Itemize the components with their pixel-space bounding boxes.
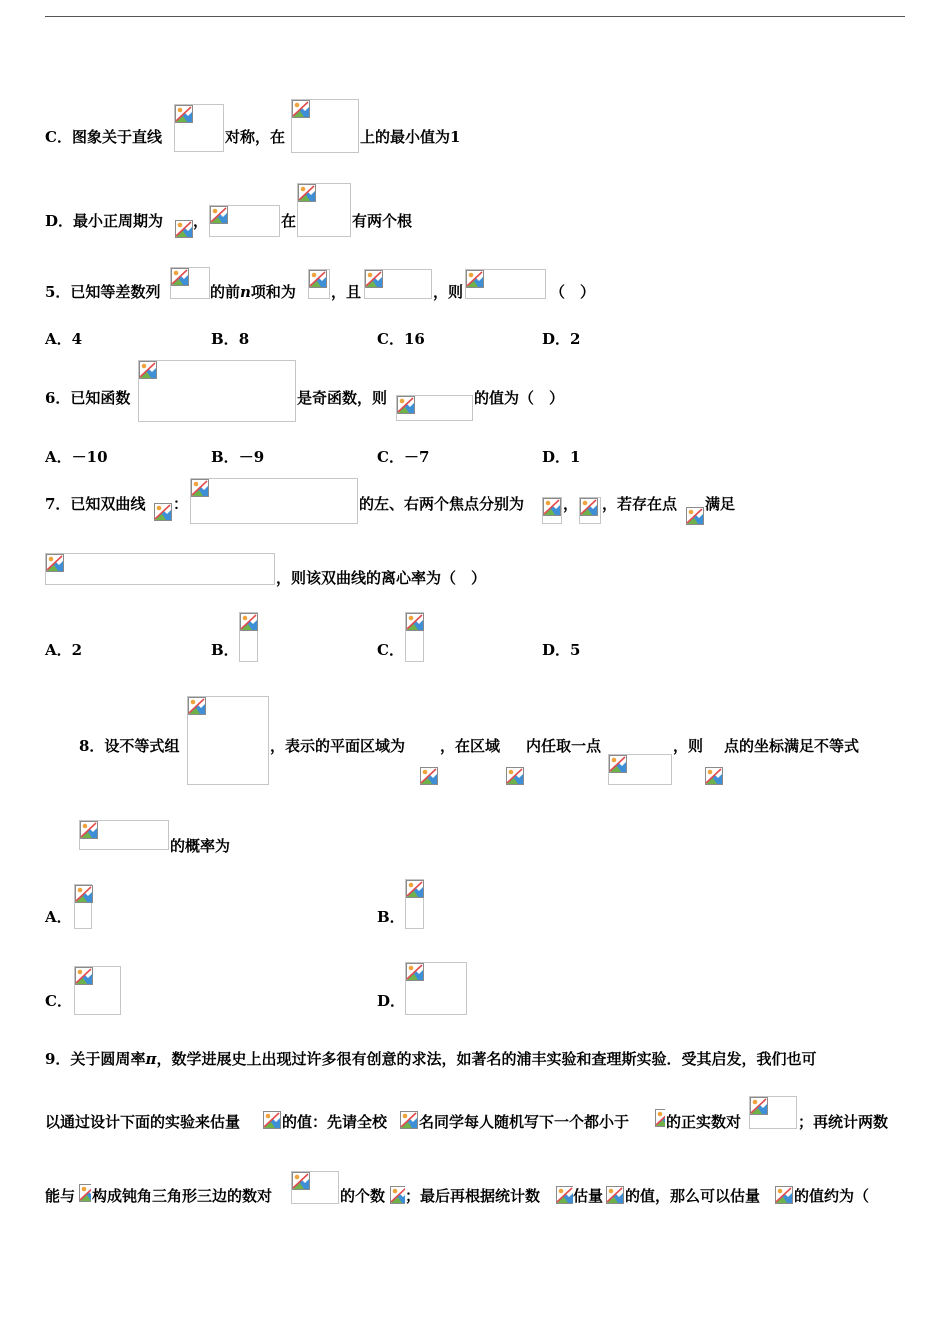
text: 的值约为（ xyxy=(794,1187,870,1205)
option-label: A． xyxy=(45,330,72,348)
formula-image xyxy=(187,696,269,785)
option-value: 16 xyxy=(403,330,425,348)
broken-image-icon xyxy=(609,755,627,773)
broken-image-icon xyxy=(75,967,93,985)
broken-image-icon xyxy=(191,479,209,497)
option-formula-image xyxy=(405,612,424,662)
formula-image xyxy=(749,1096,797,1129)
option-label: D． xyxy=(542,330,571,348)
text: ，表示的平面区域为 xyxy=(270,737,406,755)
broken-image-icon xyxy=(705,767,723,785)
text: 点的坐标满足不等式 xyxy=(724,737,860,755)
formula-image xyxy=(170,267,210,299)
formula-image xyxy=(291,1171,339,1204)
q5-option-a[interactable] xyxy=(45,329,82,349)
q5-text-2 xyxy=(210,282,296,302)
pi-symbol: π xyxy=(145,1050,157,1068)
broken-image-icon xyxy=(188,697,206,715)
text: ， xyxy=(193,212,209,230)
q5-option-d[interactable] xyxy=(542,329,580,349)
broken-image-icon xyxy=(686,507,704,525)
text: ，数学进展史上出现过许多很有创意的求法，如著名的浦丰实验和查理斯实验．受其启发，我们也可 xyxy=(156,1050,817,1068)
q6-option-b[interactable] xyxy=(211,447,264,467)
q6-option-a[interactable] xyxy=(45,447,108,467)
option-label: B． xyxy=(377,908,405,926)
q7-option-b[interactable] xyxy=(211,640,239,660)
broken-image-icon xyxy=(154,503,172,521)
text: 有两个根 xyxy=(352,212,413,230)
option-label: D． xyxy=(542,448,571,466)
broken-image-icon xyxy=(80,821,98,839)
option-label: A． xyxy=(45,908,72,926)
q4-option-c-tail xyxy=(360,127,460,147)
text: 图象关于直线 xyxy=(71,128,162,146)
formula-image xyxy=(420,767,438,785)
option-label: B． xyxy=(211,641,239,659)
option-label: D． xyxy=(377,992,406,1010)
broken-image-icon xyxy=(397,396,415,414)
text: 名同学每人随机写下一个都小于 xyxy=(419,1113,630,1131)
text: ，在区域 xyxy=(440,737,501,755)
option-label: C． xyxy=(377,330,404,348)
option-formula-image xyxy=(239,612,258,662)
formula-image xyxy=(175,220,193,238)
option-value: 5 xyxy=(570,641,581,659)
option-formula-image xyxy=(74,884,92,929)
text: 的左、右两个焦点分别为 xyxy=(359,495,525,513)
text: 是奇函数，则 xyxy=(297,389,388,407)
option-label: C． xyxy=(45,992,72,1010)
broken-image-icon xyxy=(79,1184,91,1202)
text: 的值，那么可以估量 xyxy=(625,1187,761,1205)
option-formula-image xyxy=(405,879,424,929)
q8-option-d[interactable] xyxy=(377,991,405,1011)
q6-option-c[interactable] xyxy=(377,447,429,467)
formula-image xyxy=(608,754,672,785)
option-label: A． xyxy=(45,641,72,659)
option-value: －7 xyxy=(403,448,430,466)
q9-line-1 xyxy=(45,1049,816,1069)
text: 项和为 xyxy=(250,283,296,301)
broken-image-icon xyxy=(139,361,157,379)
q5-option-b[interactable] xyxy=(211,329,249,349)
broken-image-icon xyxy=(298,184,316,202)
broken-image-icon xyxy=(292,100,310,118)
option-label: A． xyxy=(45,448,72,466)
formula-image xyxy=(209,205,280,237)
formula-image xyxy=(775,1186,793,1204)
italic-n: n xyxy=(240,283,251,301)
broken-image-icon xyxy=(406,963,424,981)
option-value: 2 xyxy=(71,641,83,659)
broken-image-icon xyxy=(580,498,598,516)
broken-image-icon xyxy=(171,268,189,286)
formula-image xyxy=(364,269,432,299)
formula-image xyxy=(174,104,224,152)
broken-image-icon xyxy=(175,220,193,238)
text: 估量 xyxy=(573,1187,604,1205)
q7-option-c[interactable] xyxy=(377,640,404,660)
formula-image xyxy=(705,767,723,785)
broken-image-icon xyxy=(400,1111,418,1129)
option-value: －9 xyxy=(238,448,265,466)
option-label: B． xyxy=(211,330,239,348)
option-label: C． xyxy=(45,128,72,146)
formula-image xyxy=(606,1186,624,1204)
text: 1 xyxy=(450,128,461,146)
formula-image xyxy=(138,360,296,422)
option-label: C． xyxy=(377,641,404,659)
q4-option-c xyxy=(45,127,162,147)
text: 5．已知等差数列 xyxy=(45,283,161,301)
formula-image xyxy=(400,1111,418,1129)
broken-image-icon xyxy=(292,1172,310,1190)
broken-image-icon xyxy=(420,767,438,785)
formula-image xyxy=(154,503,172,523)
text: 内任取一点 xyxy=(526,737,602,755)
text: 以通过设计下面的实验来估量 xyxy=(45,1113,241,1131)
broken-image-icon xyxy=(655,1109,665,1127)
broken-image-icon xyxy=(606,1186,624,1204)
formula-image xyxy=(308,269,330,299)
text: ，则该双曲线的离心率为（ ） xyxy=(276,569,487,587)
text: 能与 xyxy=(45,1187,76,1205)
formula-image xyxy=(291,99,359,153)
broken-image-icon xyxy=(240,613,258,631)
formula-image xyxy=(655,1109,665,1129)
text: 的值为（ ） xyxy=(474,389,565,407)
formula-image xyxy=(390,1186,405,1204)
q7-option-a[interactable] xyxy=(45,640,82,660)
text: ， xyxy=(563,495,579,513)
q6-option-d[interactable] xyxy=(542,447,580,467)
text: 的正实数对 xyxy=(666,1113,742,1131)
broken-image-icon xyxy=(309,270,327,288)
text: 的个数 xyxy=(340,1187,386,1205)
option-value: 4 xyxy=(71,330,83,348)
broken-image-icon xyxy=(365,270,383,288)
option-formula-image xyxy=(74,966,121,1015)
text: 满足 xyxy=(705,495,736,513)
broken-image-icon xyxy=(263,1111,281,1129)
text: 对称，在 xyxy=(225,128,286,146)
formula-image xyxy=(190,478,358,524)
text: ，则 xyxy=(433,283,464,301)
formula-image xyxy=(556,1186,573,1204)
option-label: C． xyxy=(377,448,404,466)
broken-image-icon xyxy=(390,1186,405,1204)
formula-image xyxy=(542,497,562,524)
text: （ ） xyxy=(550,283,596,301)
formula-image xyxy=(45,553,275,585)
broken-image-icon xyxy=(75,885,93,903)
broken-image-icon xyxy=(556,1186,573,1204)
text: 最小正周期为 xyxy=(73,212,164,230)
formula-image xyxy=(579,497,601,524)
broken-image-icon xyxy=(750,1097,768,1115)
text: 8．设不等式组 xyxy=(79,737,180,755)
header-rule xyxy=(45,16,905,17)
text: ；再统计两数 xyxy=(798,1113,889,1131)
text: 9．关于圆周率 xyxy=(45,1050,146,1068)
text: 的值：先请全校 xyxy=(282,1113,388,1131)
text: ： xyxy=(173,495,189,513)
text: ；最后再根据统计数 xyxy=(405,1187,541,1205)
text: ，则 xyxy=(673,737,704,755)
q8-option-b[interactable] xyxy=(377,907,405,927)
q5-option-c[interactable] xyxy=(377,329,425,349)
option-value: 2 xyxy=(570,330,581,348)
formula-image xyxy=(79,820,169,850)
broken-image-icon xyxy=(46,554,64,572)
q7-option-d[interactable] xyxy=(542,640,580,660)
q8-option-a[interactable] xyxy=(45,907,72,927)
formula-image xyxy=(79,1184,91,1204)
broken-image-icon xyxy=(175,105,193,123)
broken-image-icon xyxy=(210,206,228,224)
text: ，且 xyxy=(331,283,362,301)
broken-image-icon xyxy=(466,270,484,288)
text: 在 xyxy=(281,212,297,230)
q4-option-d xyxy=(45,211,163,231)
formula-image xyxy=(465,269,546,299)
text: ，若存在点 xyxy=(602,495,678,513)
formula-image xyxy=(686,507,704,525)
formula-image xyxy=(297,183,351,237)
text: 的概率为 xyxy=(170,837,231,855)
option-label: B． xyxy=(211,448,239,466)
formula-image xyxy=(506,767,524,785)
broken-image-icon xyxy=(543,498,561,516)
broken-image-icon xyxy=(406,880,424,898)
text: 构成钝角三角形三边的数对 xyxy=(92,1187,273,1205)
option-label: D． xyxy=(542,641,571,659)
text: 上的最小值为 xyxy=(360,128,451,146)
option-value: 1 xyxy=(570,448,581,466)
option-value: －10 xyxy=(71,448,108,466)
text: 6．已知函数 xyxy=(45,389,131,407)
formula-image xyxy=(396,395,473,421)
option-formula-image xyxy=(405,962,467,1015)
option-value: 8 xyxy=(238,330,250,348)
q8-option-c[interactable] xyxy=(45,991,72,1011)
broken-image-icon xyxy=(775,1186,793,1204)
text: 7．已知双曲线 xyxy=(45,495,146,513)
broken-image-icon xyxy=(406,613,424,631)
text: 的前 xyxy=(210,283,241,301)
broken-image-icon xyxy=(506,767,524,785)
formula-image xyxy=(263,1111,281,1129)
option-label: D． xyxy=(45,212,74,230)
